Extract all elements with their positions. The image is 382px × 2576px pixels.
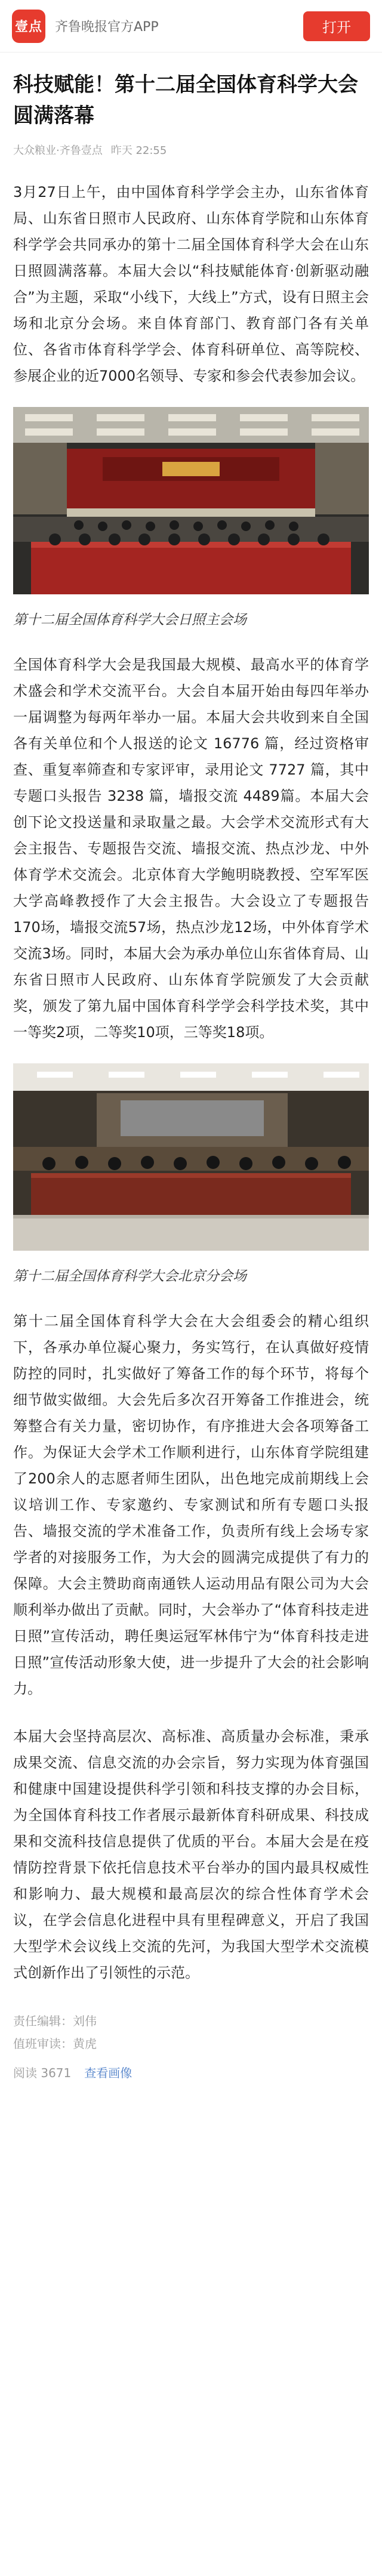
view-images-link[interactable]: 查看画像 (84, 2066, 133, 2080)
article-paragraph-1: 3月27日上午，由中国体育科学学会主办，山东省体育局、山东省日照市人民政府、山东体育学院和山东体育科学学会共同承办的第十二届全国体育科学大会在山东日照圆满落幕。本届大会以“科技赋能体育·创新驱动融合”为主题，采取“小线下，大线上”方式，设有日照主会场和北京分会场。来自体育部门、教育部门各有关单位、各省市体育科学学会、体育科研单位、高等院校、参展企业的近7000名领导、专家和参会代表参加会议。 (13, 184, 369, 384)
editor-credit: 责任编辑：刘伟 (13, 2014, 97, 2028)
app-name: 齐鲁晚报官方APP (55, 20, 159, 35)
article-time: 昨天 22:55 (110, 144, 167, 157)
conference-hall-image (13, 1063, 369, 1251)
article-stats (13, 2063, 369, 2081)
article-credits (13, 2010, 369, 2055)
read-count: 阅读 3671 (13, 2066, 72, 2080)
conference-stage-image (13, 407, 369, 594)
caption-beijing-venue: 第十二届全国体育科学大会北京分会场 (13, 1269, 247, 1284)
rizhao-venue-photo[interactable] (13, 407, 369, 594)
reviewer-credit: 值班审读：黄虎 (13, 2037, 97, 2051)
app-logo: 壹点 (12, 10, 45, 43)
article-meta (13, 142, 369, 158)
beijing-venue-photo[interactable] (13, 1063, 369, 1251)
article-paragraph-2: 全国体育科学大会是我国最大规模、最高水平的体育学术盛会和学术交流平台。大会自本届开始由每四年举办一届调整为每两年举办一届。本届大会共收到来自全国各有关单位和个人报送的论文 16776 篇，经过资格审查、重复率筛查和专家评审，录用论文 7727 篇，其中专题口头报告 3238 篇，墙报交流 4489篇。本届大会创下论文投送量和录取量之最。大会学术交流形式有大会主报告、专题报告交流、墙报交流、热点沙龙、中外体育学术交流会。北京体育大学鲍明晓教授、空军军医大学高峰教授作了大会主报告。大会设立了专题报告170场，墙报交流57场，热点沙龙12场，中外体育学术交流3场。同时，本届大会为承办单位山东省体育局、山东省日照市人民政府、山东体育学院颁发了大会贡献奖，颁发了第九届中国体育科学学会科学技术奖，其中一等奖2项，二等奖10项，三等奖18项。 (13, 656, 369, 1041)
caption-rizhao-venue: 第十二届全国体育科学大会日照主会场 (13, 612, 247, 628)
article-source: 大众粮业·齐鲁壹点 (13, 144, 103, 157)
open-app-button[interactable]: 打开 (303, 11, 370, 41)
article-title: 科技赋能！第十二届全国体育科学大会圆满落幕 (13, 73, 358, 128)
article-paragraph-3: 第十二届全国体育科学大会在大会组委会的精心组织下，各承办单位凝心聚力，务实笃行，在认真做好疫情防控的同时，扎实做好了筹备工作的每个环节，将每个细节做实做细。大会先后多次召开筹备工作推进会，统筹整合有关力量，密切协作，有序推进大会各项筹备工作。为保证大会学术工作顺利进行，山东体育学院组建了200余人的志愿者师生团队，出色地完成前期线上会议培训工作、专家邀约、专家测试和所有专题口头报告、墙报交流的学术准备工作，负责所有线上会场专家学者的对接服务工作，为大会的圆满完成提供了有力的保障。大会主赞助商南通铁人运动用品有限公司为大会顺利举办做出了贡献。同时，大会举办了“体育科技走进日照”宣传活动，聘任奥运冠军林伟宁为“体育科技走进日照”宣传活动形象大使，进一步提升了大会的社会影响力。 (13, 1313, 369, 1697)
top-app-bar (0, 0, 382, 53)
article-paragraph-4: 本届大会坚持高层次、高标准、高质量办会标准，秉承成果交流、信息交流的办会宗旨，努力实现为体育强国和健康中国建设提供科学引领和科技支撑的办会目标，为全国体育科技工作者展示最新体育科研成果、科技成果和交流科技信息提供了优质的平台。本届大会是在疫情防控背景下依托信息技术平台举办的国内最具权威性和影响力、最大规模和最高层次的综合性体育学术会议，在学会信息化进程中具有里程碑意义，开启了我国大型学术会议线上交流的先河，为我国大型学术交流模式创新作出了引领性的示范。 (13, 1728, 369, 1981)
article (0, 53, 382, 2081)
